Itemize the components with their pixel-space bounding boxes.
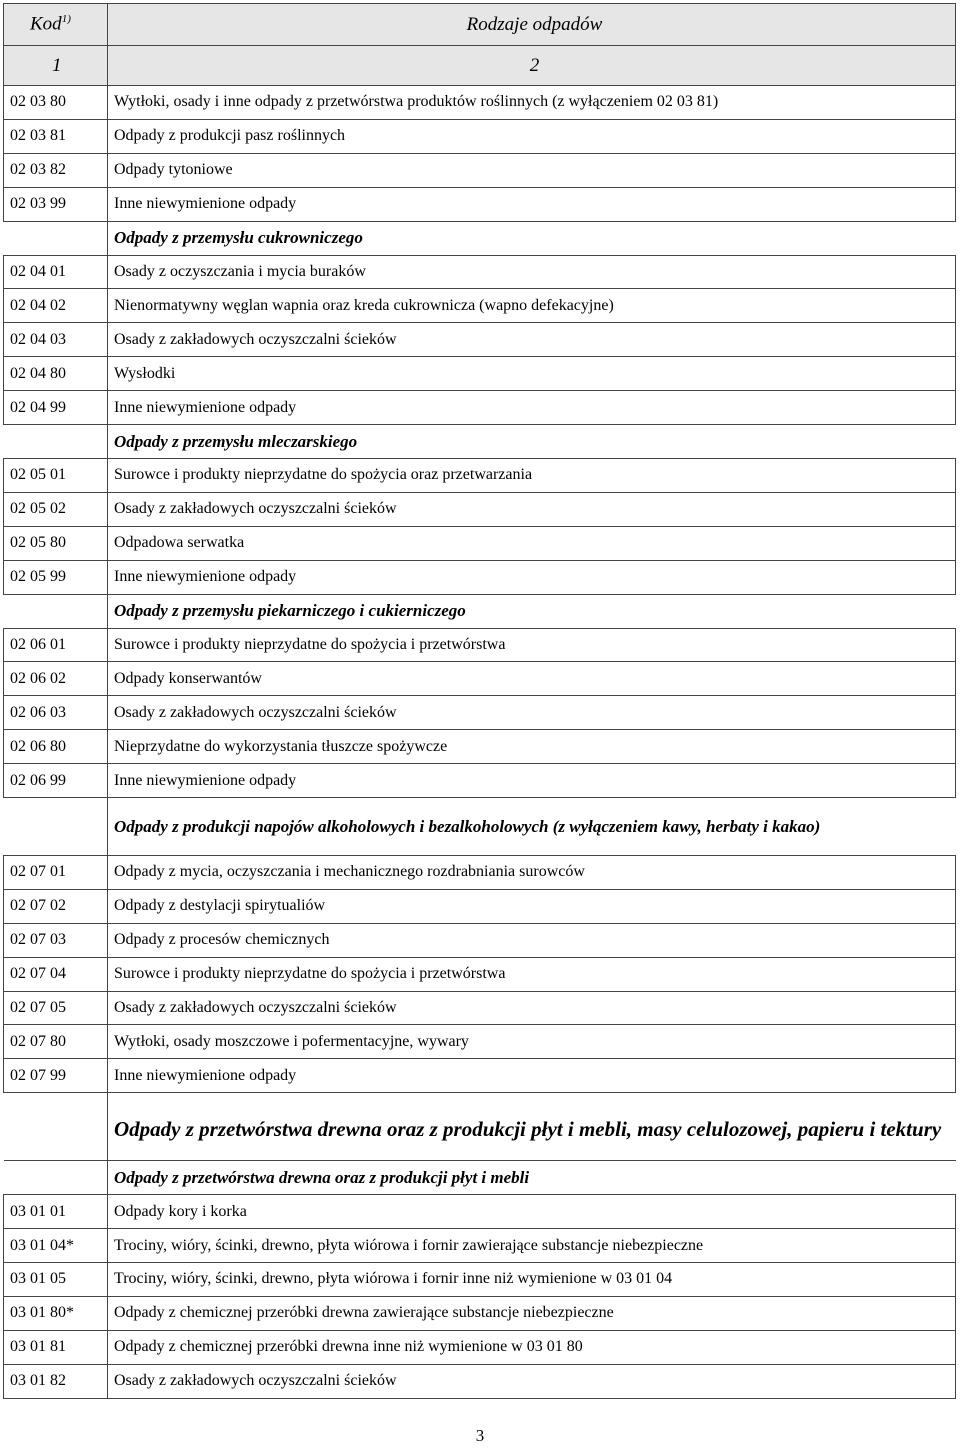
waste-code: 02 07 80 bbox=[4, 1025, 108, 1059]
waste-code: 02 07 05 bbox=[4, 991, 108, 1025]
waste-code: 02 05 01 bbox=[4, 459, 108, 493]
waste-name: Wytłoki, osady i inne odpady z przetwórstwa produktów roślinnych (z wyłączeniem 02 03 81) bbox=[108, 86, 956, 120]
waste-name: Osady z zakładowych oczyszczalni ścieków bbox=[108, 991, 956, 1025]
waste-name: Inne niewymienione odpady bbox=[108, 391, 956, 425]
waste-code: 02 07 99 bbox=[4, 1059, 108, 1093]
table-row bbox=[4, 856, 956, 890]
table-row bbox=[4, 459, 956, 493]
section-title: Odpady z przetwórstwa drewna oraz z produkcji płyt i mebli, masy celulozowej, papieru i tektury bbox=[108, 1093, 956, 1161]
waste-name: Inne niewymienione odpady bbox=[108, 764, 956, 798]
table-row bbox=[4, 991, 956, 1025]
waste-code: 02 03 80 bbox=[4, 86, 108, 120]
table-row bbox=[4, 391, 956, 425]
waste-code: 03 01 01 bbox=[4, 1195, 108, 1229]
section-blank-cell bbox=[4, 425, 108, 459]
waste-code: 02 03 81 bbox=[4, 119, 108, 153]
table-row bbox=[4, 323, 956, 357]
section-blank-cell bbox=[4, 594, 108, 628]
table-row bbox=[4, 1263, 956, 1297]
waste-code: 02 04 01 bbox=[4, 255, 108, 289]
section-blank-cell bbox=[4, 798, 108, 856]
table-column-number-row bbox=[4, 46, 956, 86]
column-number-1: 1 bbox=[4, 46, 108, 86]
section-heading-row bbox=[4, 1093, 956, 1161]
waste-name: Odpadowa serwatka bbox=[108, 526, 956, 560]
header-code-label: Kod bbox=[30, 13, 62, 35]
waste-code: 02 03 82 bbox=[4, 153, 108, 187]
table-row bbox=[4, 560, 956, 594]
table-row bbox=[4, 357, 956, 391]
table-row bbox=[4, 730, 956, 764]
waste-code: 02 06 01 bbox=[4, 628, 108, 662]
table-body bbox=[4, 86, 956, 1399]
waste-code: 02 07 01 bbox=[4, 856, 108, 890]
table-row bbox=[4, 526, 956, 560]
waste-code: 02 06 03 bbox=[4, 696, 108, 730]
waste-code: 02 05 99 bbox=[4, 560, 108, 594]
table-row bbox=[4, 1025, 956, 1059]
section-heading-row bbox=[4, 425, 956, 459]
waste-name: Surowce i produkty nieprzydatne do spożycia i przetwórstwa bbox=[108, 628, 956, 662]
waste-code: 03 01 81 bbox=[4, 1330, 108, 1364]
waste-name: Osady z zakładowych oczyszczalni ścieków bbox=[108, 492, 956, 526]
waste-name: Inne niewymienione odpady bbox=[108, 1059, 956, 1093]
table-row bbox=[4, 119, 956, 153]
table-row bbox=[4, 764, 956, 798]
table-row bbox=[4, 1229, 956, 1263]
section-heading-row bbox=[4, 798, 956, 856]
section-heading-row bbox=[4, 594, 956, 628]
waste-name: Nieprzydatne do wykorzystania tłuszcze spożywcze bbox=[108, 730, 956, 764]
table-row bbox=[4, 187, 956, 221]
waste-codes-table bbox=[3, 3, 956, 1399]
waste-code: 02 07 03 bbox=[4, 923, 108, 957]
table-row bbox=[4, 86, 956, 120]
waste-name: Inne niewymienione odpady bbox=[108, 560, 956, 594]
waste-name: Surowce i produkty nieprzydatne do spożycia i przetwórstwa bbox=[108, 957, 956, 991]
table-row bbox=[4, 492, 956, 526]
waste-name: Surowce i produkty nieprzydatne do spożycia oraz przetwarzania bbox=[108, 459, 956, 493]
waste-code: 02 05 02 bbox=[4, 492, 108, 526]
section-title: Odpady z przemysłu piekarniczego i cukierniczego bbox=[108, 594, 956, 628]
section-blank-cell bbox=[4, 221, 108, 255]
section-title: Odpady z przemysłu mleczarskiego bbox=[108, 425, 956, 459]
table-row bbox=[4, 1059, 956, 1093]
section-blank-cell bbox=[4, 1093, 108, 1161]
waste-code: 03 01 04* bbox=[4, 1229, 108, 1263]
waste-name: Odpady z produkcji pasz roślinnych bbox=[108, 119, 956, 153]
table-row bbox=[4, 1364, 956, 1398]
table-row bbox=[4, 255, 956, 289]
section-title: Odpady z produkcji napojów alkoholowych i bezalkoholowych (z wyłączeniem kawy, herbaty i kakao) bbox=[108, 798, 956, 856]
waste-name: Odpady z chemicznej przeróbki drewna zawierające substancje niebezpieczne bbox=[108, 1296, 956, 1330]
waste-name: Inne niewymienione odpady bbox=[108, 187, 956, 221]
waste-code: 02 06 99 bbox=[4, 764, 108, 798]
waste-name: Odpady z destylacji spirytualiów bbox=[108, 889, 956, 923]
waste-name: Odpady z procesów chemicznych bbox=[108, 923, 956, 957]
table-row bbox=[4, 957, 956, 991]
page-number: 3 bbox=[475, 1426, 485, 1445]
waste-name: Trociny, wióry, ścinki, drewno, płyta wiórowa i fornir zawierające substancje niebezpieczne bbox=[108, 1229, 956, 1263]
table-row bbox=[4, 1195, 956, 1229]
column-number-2: 2 bbox=[108, 46, 956, 86]
waste-name: Odpady z mycia, oczyszczania i mechanicznego rozdrabniania surowców bbox=[108, 856, 956, 890]
waste-code: 02 04 03 bbox=[4, 323, 108, 357]
waste-name: Odpady tytoniowe bbox=[108, 153, 956, 187]
waste-name: Trociny, wióry, ścinki, drewno, płyta wiórowa i fornir inne niż wymienione w 03 01 04 bbox=[108, 1263, 956, 1297]
table-row bbox=[4, 628, 956, 662]
table-row bbox=[4, 1296, 956, 1330]
waste-name: Odpady z chemicznej przeróbki drewna inne niż wymienione w 03 01 80 bbox=[108, 1330, 956, 1364]
table-row bbox=[4, 662, 956, 696]
waste-code: 02 07 04 bbox=[4, 957, 108, 991]
waste-code: 02 04 02 bbox=[4, 289, 108, 323]
table-row bbox=[4, 889, 956, 923]
waste-code: 02 06 02 bbox=[4, 662, 108, 696]
waste-name: Odpady konserwantów bbox=[108, 662, 956, 696]
waste-code: 02 04 99 bbox=[4, 391, 108, 425]
waste-code: 02 03 99 bbox=[4, 187, 108, 221]
section-heading-row bbox=[4, 1161, 956, 1195]
waste-code: 03 01 05 bbox=[4, 1263, 108, 1297]
waste-name: Osady z oczyszczania i mycia buraków bbox=[108, 255, 956, 289]
waste-code: 03 01 82 bbox=[4, 1364, 108, 1398]
table-row bbox=[4, 1330, 956, 1364]
waste-name: Odpady kory i korka bbox=[108, 1195, 956, 1229]
table-row bbox=[4, 289, 956, 323]
waste-name: Osady z zakładowych oczyszczalni ścieków bbox=[108, 323, 956, 357]
waste-name: Wysłodki bbox=[108, 357, 956, 391]
section-title: Odpady z przemysłu cukrowniczego bbox=[108, 221, 956, 255]
waste-code: 03 01 80* bbox=[4, 1296, 108, 1330]
header-code-footnote: 1) bbox=[61, 13, 71, 26]
waste-code: 02 06 80 bbox=[4, 730, 108, 764]
waste-code: 02 04 80 bbox=[4, 357, 108, 391]
waste-name: Osady z zakładowych oczyszczalni ścieków bbox=[108, 696, 956, 730]
section-title: Odpady z przetwórstwa drewna oraz z produkcji płyt i mebli bbox=[108, 1161, 956, 1195]
table-row bbox=[4, 923, 956, 957]
waste-name: Nienormatywny węglan wapnia oraz kreda cukrownicza (wapno defekacyjne) bbox=[108, 289, 956, 323]
waste-code: 02 07 02 bbox=[4, 889, 108, 923]
header-name-cell: Rodzaje odpadów bbox=[108, 4, 956, 46]
table-row bbox=[4, 696, 956, 730]
waste-name: Osady z zakładowych oczyszczalni ścieków bbox=[108, 1364, 956, 1398]
waste-code: 02 05 80 bbox=[4, 526, 108, 560]
waste-name: Wytłoki, osady moszczowe i pofermentacyjne, wywary bbox=[108, 1025, 956, 1059]
header-code-cell bbox=[4, 4, 108, 46]
section-blank-cell bbox=[4, 1161, 108, 1195]
section-heading-row bbox=[4, 221, 956, 255]
table-header-row bbox=[4, 4, 956, 46]
table-row bbox=[4, 153, 956, 187]
